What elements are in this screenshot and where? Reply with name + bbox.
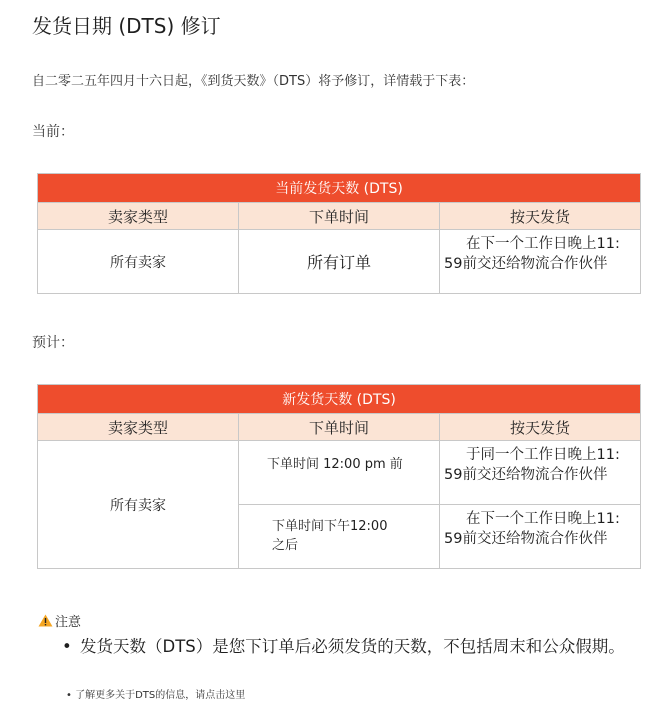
intro-text: 自二零二五年四月十六日起，《到货天数》（DTS）将予修订，详情载于下表：: [32, 74, 475, 89]
column-header-order-time: 下单时间: [239, 203, 440, 230]
current-label: 当前：: [32, 124, 74, 140]
table-row: [38, 441, 641, 505]
shipping-rule-line: 59前交还给物流合作伙伴: [444, 467, 608, 483]
note-item: [62, 635, 647, 659]
order-time-cell: [239, 505, 440, 569]
shipping-rule-line: 于同一个工作日晚上11:: [466, 447, 620, 463]
seller-type-cell: 所有卖家: [38, 441, 239, 569]
column-header-seller-type: 卖家类型: [38, 414, 239, 441]
bullet: •: [66, 690, 76, 701]
shipping-rule-line: 在下一个工作日晚上11:: [466, 236, 620, 252]
current-table-caption: 当前发货天数 (DTS): [38, 174, 641, 203]
note-heading-text: 注意: [55, 615, 82, 630]
new-dts-table: [37, 384, 641, 569]
order-time-cell: 所有订单: [239, 230, 440, 294]
shipping-rule-line: 在下一个工作日晚上11:: [466, 511, 620, 527]
page-title: 发货日期 (DTS) 修订: [32, 14, 221, 38]
current-dts-table: [37, 173, 641, 294]
seller-type-cell: 所有卖家: [38, 230, 239, 294]
warning-icon: [38, 614, 53, 627]
shipping-rule-line: 59前交还给物流合作伙伴: [444, 531, 608, 547]
column-header-shipping-rule: 按天发货: [440, 414, 641, 441]
note-heading: [38, 611, 81, 630]
shipping-rule-cell: [440, 230, 641, 294]
new-table-caption: 新发货天数 (DTS): [38, 385, 641, 414]
forecast-label: 预计：: [32, 335, 74, 351]
note-item-text: 发货天数（DTS）是您下订单后必须发货的天数，不包括周末和公众假期。: [80, 637, 625, 656]
shipping-rule-cell: [440, 441, 641, 505]
shipping-rule-line: 59前交还给物流合作伙伴: [444, 256, 608, 272]
learn-more-link[interactable]: [66, 686, 245, 701]
bullet: •: [62, 637, 72, 656]
order-time-line: 之后: [272, 538, 299, 553]
column-header-order-time: 下单时间: [239, 414, 440, 441]
table-row: [38, 230, 641, 294]
shipping-rule-cell: [440, 505, 641, 569]
order-time-cell: 下单时间 12:00 pm 前: [239, 441, 440, 505]
learn-more-link-text[interactable]: 了解更多关于DTS的信息，请点击这里: [75, 690, 246, 701]
column-header-seller-type: 卖家类型: [38, 203, 239, 230]
column-header-shipping-rule: 按天发货: [440, 203, 641, 230]
order-time-line: 下单时间下午12:00: [272, 519, 388, 534]
